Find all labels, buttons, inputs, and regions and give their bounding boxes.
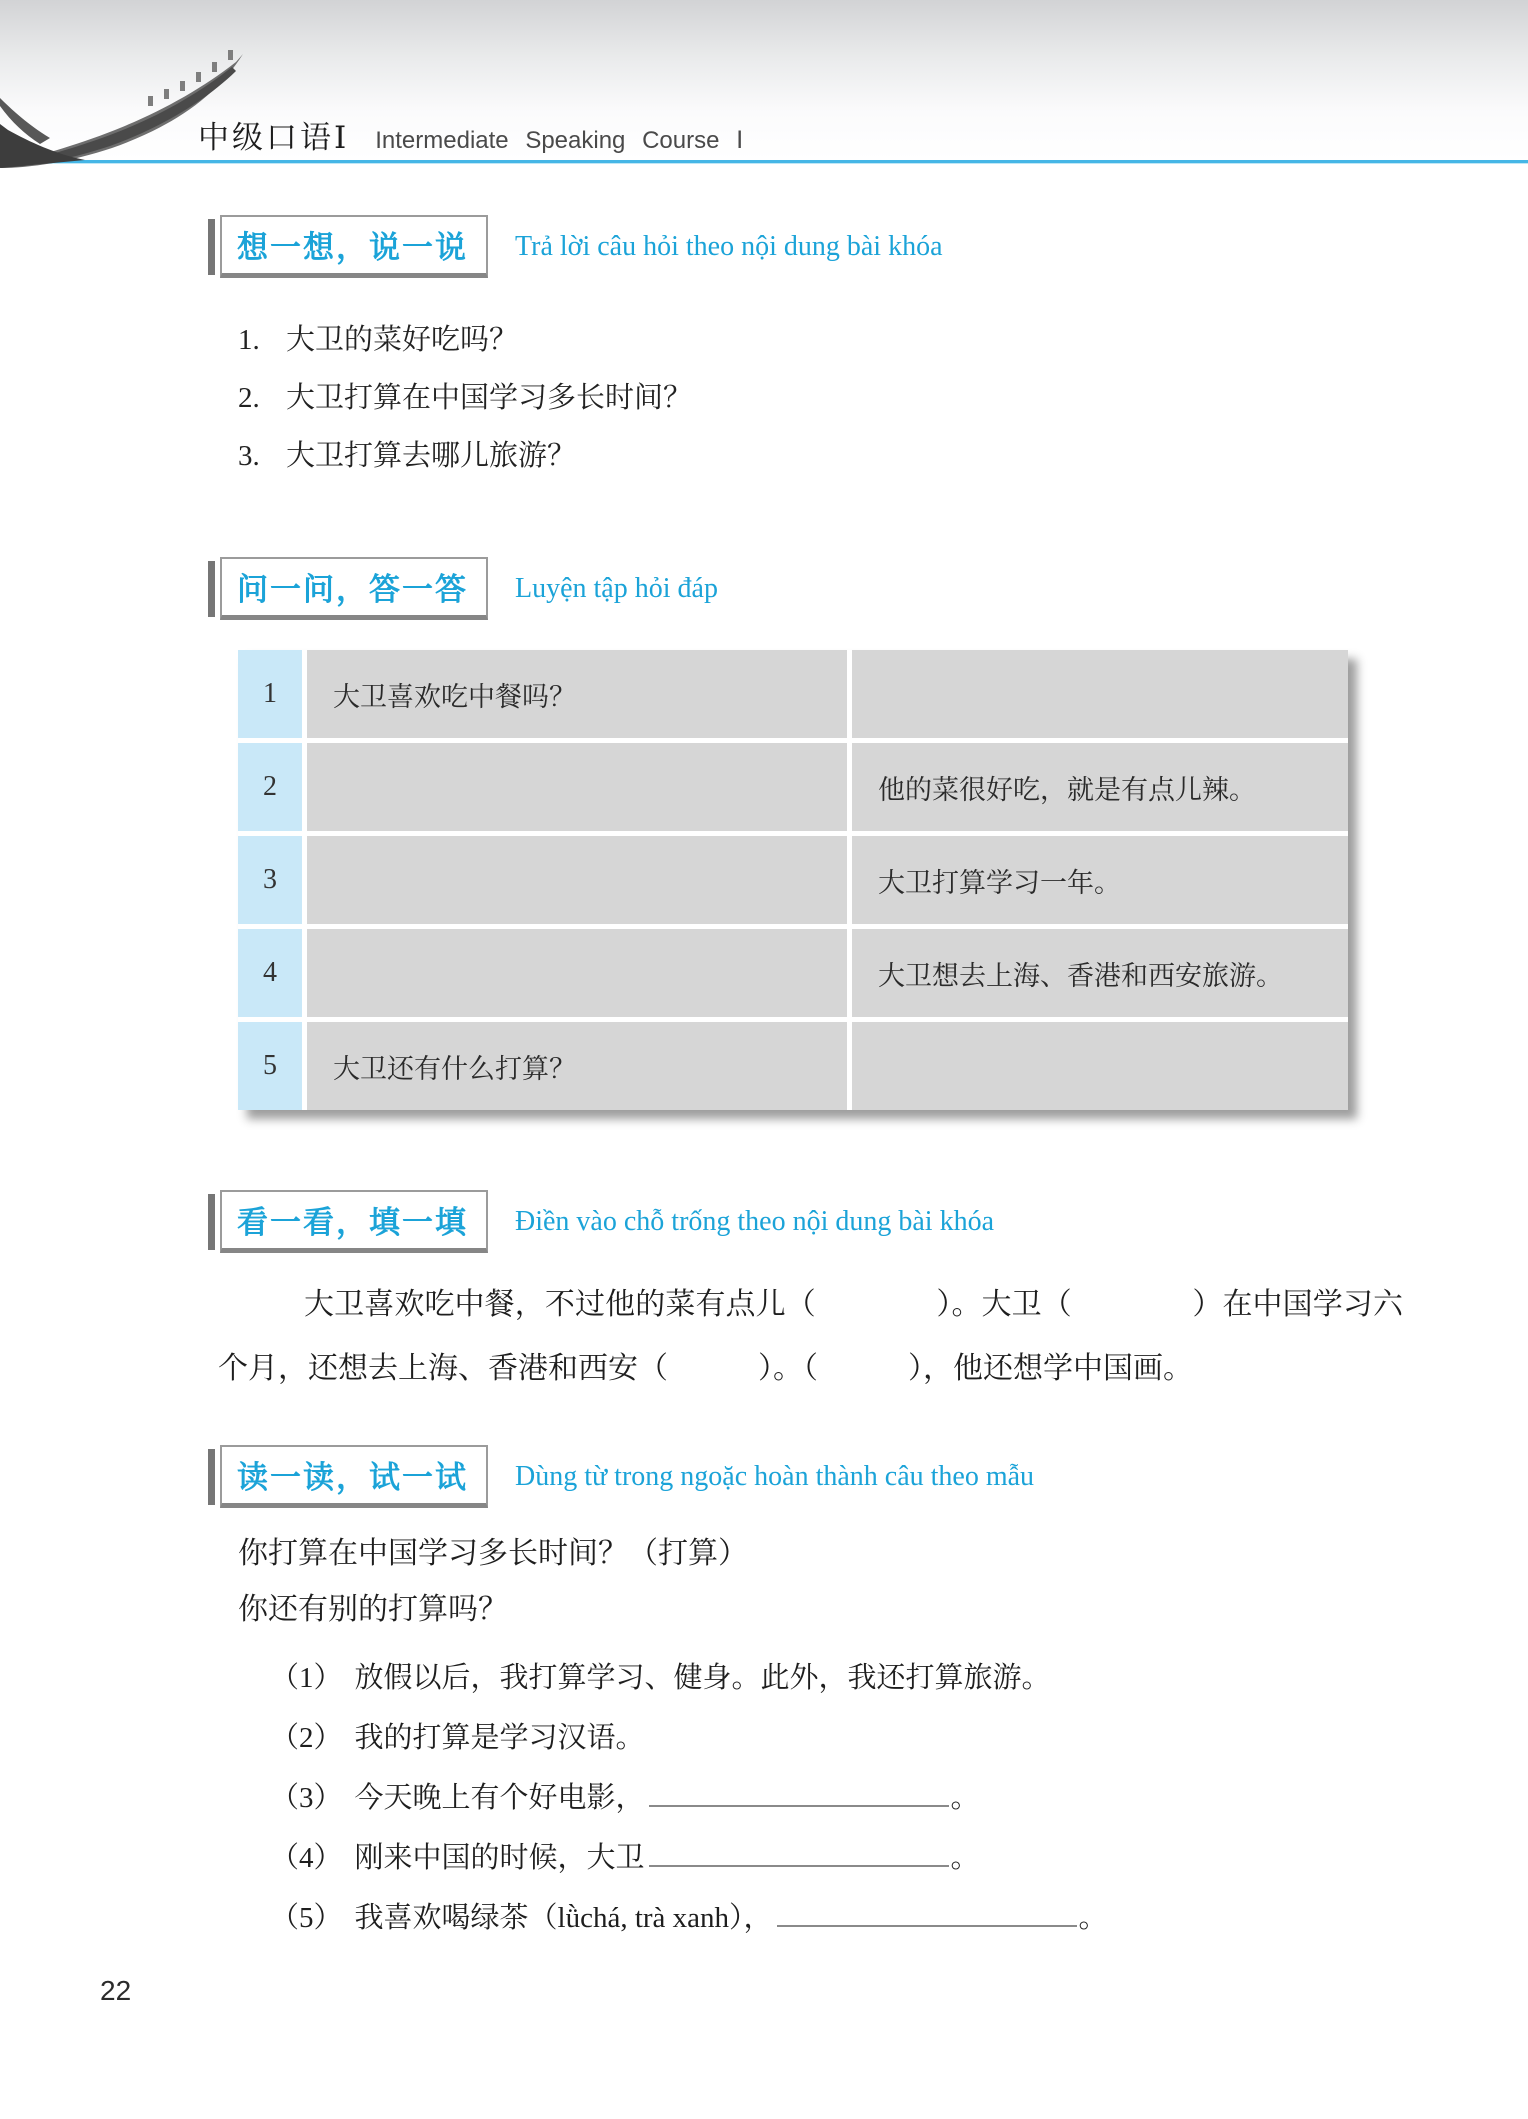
row-number: 1 — [238, 650, 302, 738]
answer-cell — [852, 650, 1348, 738]
answer-cell: 大卫打算学习一年。 — [852, 836, 1348, 924]
section-instruction-vietnamese: Dùng từ trong ngoặc hoàn thành câu theo mẫu — [515, 1460, 1035, 1492]
exercise-item — [270, 1768, 1528, 1828]
section-look-fill-heading — [208, 1190, 1528, 1253]
section-title-chinese: 读一读，试一试 — [220, 1445, 488, 1508]
question-answer-table — [238, 650, 1348, 1110]
item-number: （5） — [270, 1902, 343, 1934]
exercise-item — [270, 1888, 1528, 1948]
item-text: 我的打算是学习汉语。 — [354, 1722, 645, 1754]
section-read-try-heading — [208, 1445, 1528, 1508]
item-number: （2） — [270, 1722, 343, 1754]
item-suffix: 。 — [950, 1782, 980, 1814]
row-number: 5 — [238, 1022, 302, 1110]
row-number: 3 — [238, 836, 302, 924]
item-number: 3. — [238, 440, 260, 472]
section-ask-answer-heading — [208, 557, 1528, 620]
item-number: 2. — [238, 382, 260, 414]
answer-cell: 大卫想去上海、香港和西安旅游。 — [852, 929, 1348, 1017]
answer-blank-line — [777, 1898, 1077, 1927]
question-list — [238, 311, 1528, 485]
exercise-item — [270, 1648, 1528, 1708]
row-number: 4 — [238, 929, 302, 1017]
item-text: 大卫的菜好吃吗？ — [286, 324, 519, 356]
answer-cell — [852, 1022, 1348, 1110]
page-header — [0, 0, 1528, 163]
fill-in-paragraph: 大卫喜欢吃中餐，不过他的菜有点儿（ ）。大卫（ ）在中国学习六个月，还想去上海、香港和西安（ ）。（ ），他还想学中国画。 — [218, 1288, 1403, 1385]
book-title-english: Intermediate Speaking Course Ⅰ — [375, 127, 744, 154]
heading-side-bar — [208, 219, 215, 275]
section-instruction-vietnamese: Điền vào chỗ trống theo nội dung bài khóa — [515, 1205, 995, 1237]
question-cell — [307, 743, 847, 831]
answer-cell: 他的菜很好吃，就是有点儿辣。 — [852, 743, 1348, 831]
item-text: 我喜欢喝绿茶（lǜchá, trà xanh）， — [354, 1902, 773, 1934]
item-number: （3） — [270, 1782, 343, 1814]
list-item — [238, 311, 1528, 369]
section-title-chinese: 问一问，答一答 — [220, 557, 488, 620]
question-cell — [307, 836, 847, 924]
item-text: 放假以后，我打算学习、健身。此外，我还打算旅游。 — [354, 1662, 1051, 1694]
item-text: 大卫打算去哪儿旅游？ — [286, 440, 577, 472]
answer-blank-line — [649, 1838, 949, 1867]
item-number: （1） — [270, 1662, 343, 1694]
item-text: 大卫打算在中国学习多长时间？ — [286, 382, 693, 414]
list-item — [238, 369, 1528, 427]
heading-side-bar — [208, 1194, 215, 1250]
section-instruction-vietnamese: Trả lời câu hỏi theo nội dung bài khóa — [515, 230, 943, 262]
exercise-list — [270, 1648, 1528, 1948]
item-suffix: 。 — [950, 1842, 980, 1874]
question-cell: 大卫喜欢吃中餐吗？ — [307, 650, 847, 738]
row-number: 2 — [238, 743, 302, 831]
question-cell: 大卫还有什么打算？ — [307, 1022, 847, 1110]
section-title-chinese: 想一想，说一说 — [220, 215, 488, 278]
example-question: 你打算在中国学习多长时间？（打算） — [238, 1537, 748, 1570]
item-suffix: 。 — [1078, 1902, 1108, 1934]
exercise-item — [270, 1828, 1528, 1888]
exercise-item — [270, 1708, 1528, 1768]
book-title-chinese: 中级口语Ⅰ — [198, 120, 350, 155]
item-text: 刚来中国的时候，大卫 — [354, 1842, 645, 1874]
example-followup: 你还有别的打算吗？ — [238, 1593, 508, 1626]
page-number: 22 — [100, 1975, 132, 2006]
section-think-say-heading — [208, 215, 1528, 278]
question-cell — [307, 929, 847, 1017]
section-instruction-vietnamese: Luyện tập hỏi đáp — [515, 572, 718, 604]
item-text: 今天晚上有个好电影， — [354, 1782, 645, 1814]
list-item — [238, 427, 1528, 485]
heading-side-bar — [208, 561, 215, 617]
section-title-chinese: 看一看，填一填 — [220, 1190, 488, 1253]
heading-side-bar — [208, 1449, 215, 1505]
answer-blank-line — [649, 1778, 949, 1807]
item-number: 1. — [238, 324, 260, 356]
item-number: （4） — [270, 1842, 343, 1874]
